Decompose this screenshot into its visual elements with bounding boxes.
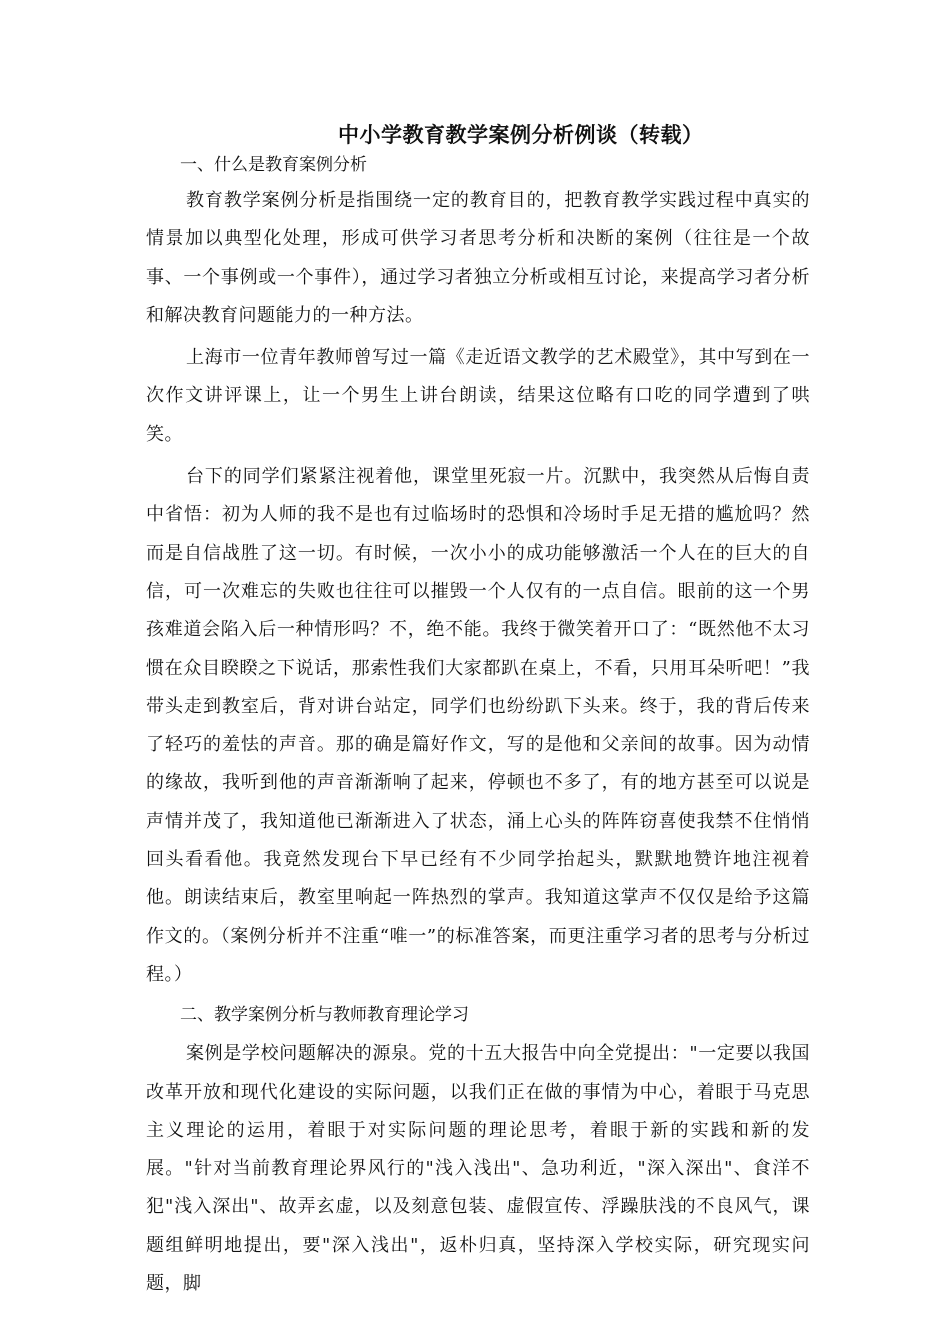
paragraph-1: 教育教学案例分析是指围绕一定的教育目的，把教育教学实践过程中真实的情景加以典型化处理，形成可供学习者思考分析和决断的案例（往往是一个故事、一个事例或一个事件），通过学习者独立分析或相互讨论，来提高学习者分析和解决教育问题能力的一种方法。 <box>146 190 810 326</box>
paragraph-3: 台下的同学们紧紧注视着他，课堂里死寂一片。沉默中，我突然从后悔自责中省悟：初为人师的我不是也有过临场时的恐惧和冷场时手足无措的尴尬吗？然而是自信战胜了这一切。有时候，一次小小的成功能够激活一个人在的巨大的自信，可一次难忘的失败也往往可以摧毁一个人仅有的一点自信。眼前的这一个男孩难道会陷入后一种情形吗？不，绝不能。我终于微笑着开口了：“既然他不太习惯在众目睽睽之下说话，那索性我们大家都趴在桌上，不看，只用耳朵听吧！”我带头走到教室后，背对讲台站定，同学们也纷纷趴下头来。终于，我的背后传来了轻巧的羞怯的声音。那的确是篇好作文，写的是他和父亲间的故事。因为动情的缘故，我听到他的声音渐渐响了起来，停顿也不多了，有的地方甚至可以说是声情并茂了，我知道他已渐渐进入了状态，涌上心头的阵阵窃喜使我禁不住悄悄回头看看他。我竟然发现台下早已经有不少同学抬起头，默默地赞许地注视着他。朗读结束后，教室里响起一阵热烈的掌声。我知道这掌声不仅仅是给予这篇作文的。（案例分析并不注重“唯一”的标准答案，而更注重学习者的思考与分析过程。） <box>146 466 810 985</box>
document-page <box>146 118 810 1303</box>
paragraph-2: 上海市一位青年教师曾写过一篇《走近语文教学的艺术殿堂》，其中写到在一次作文讲评课上，让一个男生上讲台朗读，结果这位略有口吃的同学遭到了哄笑。 <box>146 347 810 445</box>
section-heading-1: 一、什么是教育案例分析 <box>180 155 367 175</box>
document-title: 中小学教育教学案例分析例谈（转载） <box>338 122 704 147</box>
paragraph-4: 案例是学校问题解决的源泉。党的十五大报告中向全党提出："一定要以我国改革开放和现代化建设的实际问题，以我们正在做的事情为中心，着眼于马克思主义理论的运用，着眼于对实际问题的理论思考，着眼于新的实践和新的发展。"针对当前教育理论界风行的"浅入浅出"、急功利近，"深入深出"、食洋不犯"浅入深出"、故弄玄虚，以及刻意包装、虚假宣传、浮躁肤浅的不良风气，课题组鲜明地提出，要"深入浅出"，返朴归真，坚持深入学校实际，研究现实问题，脚 <box>146 1043 810 1295</box>
section-heading-2: 二、教学案例分析与教师教育理论学习 <box>180 1005 469 1026</box>
